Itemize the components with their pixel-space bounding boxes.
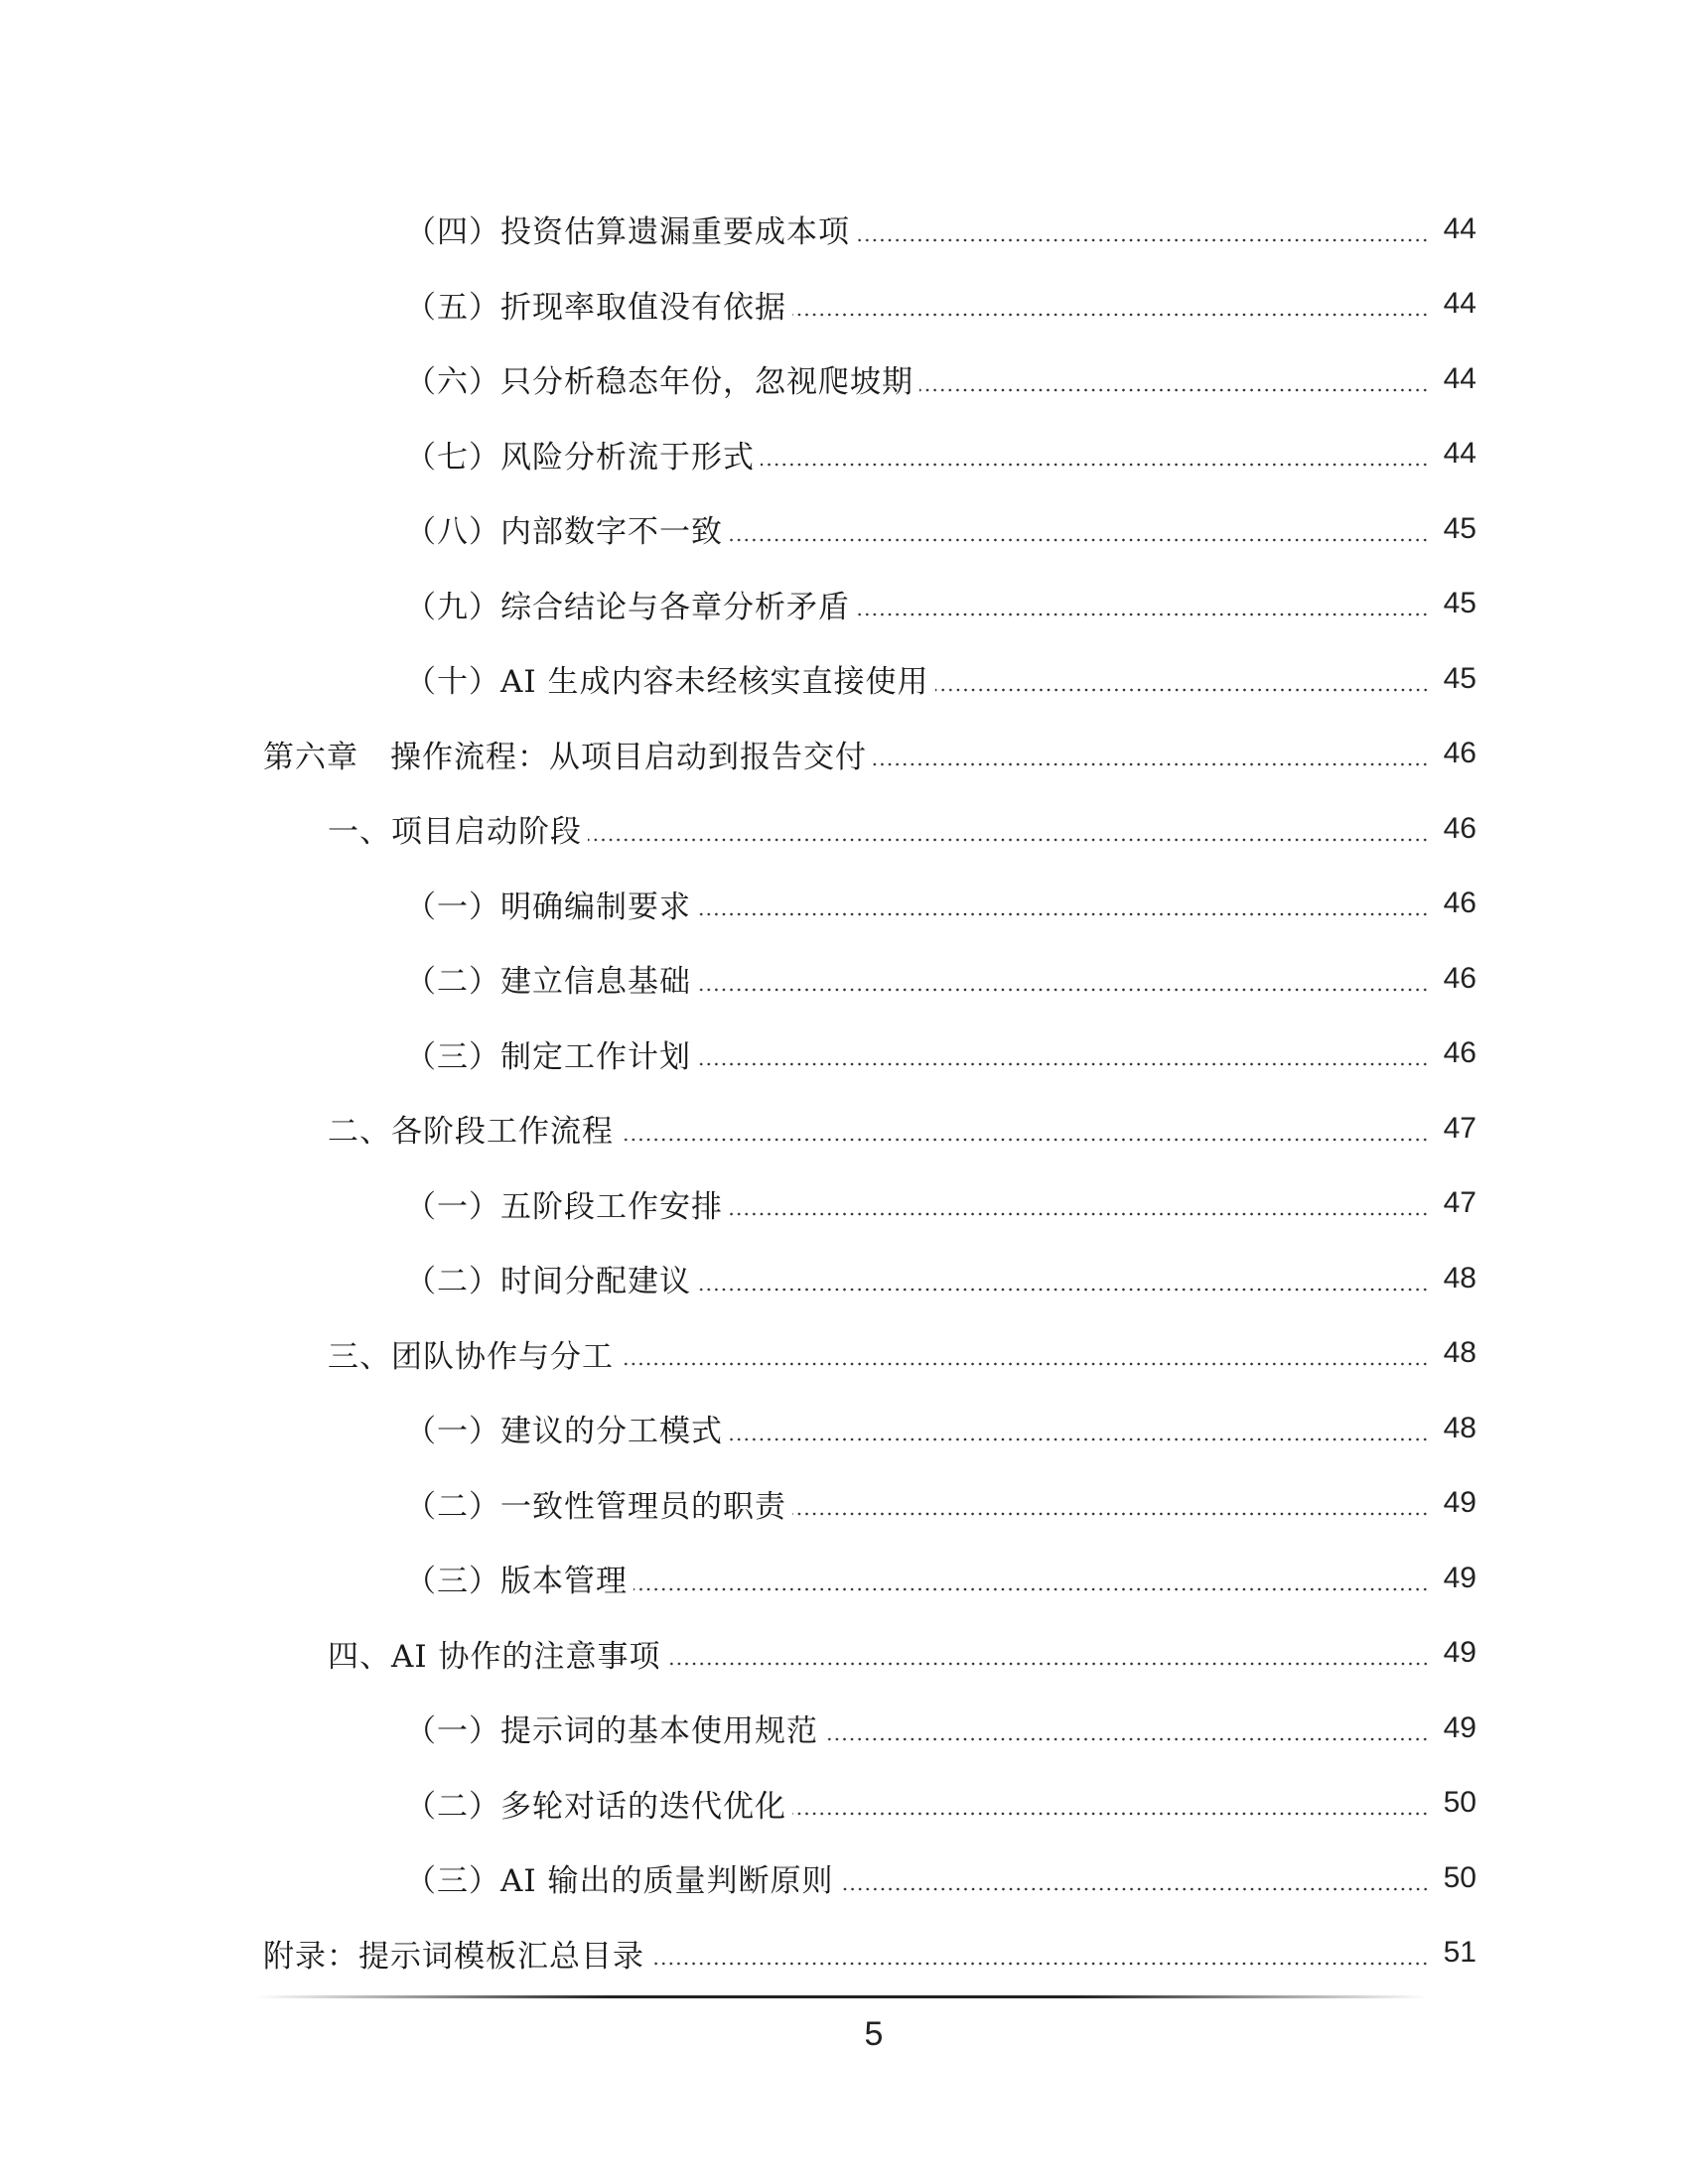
toc-entry-label: （三）AI 输出的质量判断原则 — [405, 1863, 834, 1900]
toc-entry-label: （二）一致性管理员的职责 — [405, 1488, 786, 1525]
toc-entry-part-1-item-1[interactable] — [0, 867, 1688, 942]
dot-leader — [840, 1887, 1430, 1891]
toc-entry-part-2-item-2[interactable] — [0, 1241, 1688, 1316]
toc-entry-label: 附录：提示词模板汇总目录 — [263, 1938, 644, 1975]
toc-entry-page-number: 44 — [1443, 287, 1477, 321]
toc-entry-label: （一）明确编制要求 — [405, 888, 691, 925]
toc-entry-page-number: 49 — [1443, 1710, 1477, 1744]
footer-divider — [256, 1995, 1428, 1998]
toc-entry-label: （三）制定工作计划 — [405, 1038, 691, 1075]
toc-entry-page-number: 46 — [1443, 1036, 1477, 1070]
page-number: 5 — [864, 2015, 884, 2053]
toc-entry-part-3[interactable] — [0, 1316, 1688, 1392]
toc-entry-appendix[interactable] — [0, 1916, 1688, 1991]
toc-entry-page-number: 45 — [1443, 661, 1477, 695]
toc-entry-part-1-item-2[interactable] — [0, 941, 1688, 1017]
toc-entry-part-4-item-3[interactable] — [0, 1841, 1688, 1916]
toc-entry-label: （四）投资估算遗漏重要成本项 — [405, 214, 850, 251]
toc-entry-page-number: 47 — [1443, 1111, 1477, 1145]
dot-leader — [729, 1212, 1429, 1216]
toc-entry-label: （二）时间分配建议 — [405, 1264, 691, 1300]
dot-leader — [697, 988, 1429, 992]
toc-entry-page-number: 46 — [1443, 737, 1477, 770]
toc-entry-label: （十）AI 生成内容未经核实直接使用 — [405, 664, 929, 701]
dot-leader — [729, 1437, 1429, 1441]
dot-leader — [792, 1512, 1429, 1516]
dot-leader — [588, 838, 1429, 842]
toc-entry-page-number: 46 — [1443, 961, 1477, 995]
toc-entry-label: 三、团队协作与分工 — [328, 1338, 614, 1375]
dot-leader — [667, 1662, 1430, 1666]
dot-leader — [620, 1362, 1429, 1366]
dot-leader — [729, 538, 1429, 542]
toc-entry-label: （一）提示词的基本使用规范 — [405, 1713, 818, 1750]
toc-entry-part-2-item-1[interactable] — [0, 1166, 1688, 1242]
toc-entry-page-number: 51 — [1443, 1936, 1477, 1970]
dot-leader — [856, 613, 1429, 616]
dot-leader — [633, 1587, 1429, 1591]
dot-leader — [935, 688, 1430, 692]
toc-entry-page-number: 49 — [1443, 1636, 1477, 1670]
toc-entry-section-7[interactable] — [0, 417, 1688, 492]
toc-entry-label: （一）建议的分工模式 — [405, 1414, 723, 1450]
toc-entry-part-4-item-2[interactable] — [0, 1766, 1688, 1842]
toc-entry-part-3-item-1[interactable] — [0, 1391, 1688, 1466]
toc-entry-page-number: 45 — [1443, 511, 1477, 545]
toc-entry-part-4-item-1[interactable] — [0, 1691, 1688, 1766]
dot-leader — [824, 1737, 1429, 1741]
toc-entry-label: （七）风险分析流于形式 — [405, 439, 755, 476]
toc-entry-page-number: 48 — [1443, 1336, 1477, 1370]
dot-leader — [650, 1962, 1429, 1966]
toc-entry-label: （六）只分析稳态年份，忽视爬坡期 — [405, 364, 914, 401]
toc-entry-page-number: 46 — [1443, 887, 1477, 920]
dot-leader — [697, 1288, 1429, 1292]
toc-entry-part-3-item-2[interactable] — [0, 1466, 1688, 1542]
toc-entry-section-10[interactable] — [0, 641, 1688, 717]
dot-leader — [697, 912, 1429, 916]
toc-entry-chapter-6[interactable] — [0, 717, 1688, 792]
toc-entry-page-number: 44 — [1443, 211, 1477, 245]
toc-entry-label: （二）多轮对话的迭代优化 — [405, 1788, 786, 1825]
toc-entry-label: 一、项目启动阶段 — [328, 814, 582, 851]
toc-entry-part-4[interactable] — [0, 1616, 1688, 1692]
toc-entry-section-5[interactable] — [0, 267, 1688, 342]
toc-entry-page-number: 46 — [1443, 811, 1477, 845]
toc-entry-label: （一）五阶段工作安排 — [405, 1188, 723, 1225]
toc-entry-page-number: 45 — [1443, 587, 1477, 620]
toc-entry-section-4[interactable] — [0, 192, 1688, 267]
toc-entry-page-number: 44 — [1443, 437, 1477, 471]
dot-leader — [761, 463, 1429, 467]
toc-entry-label: 二、各阶段工作流程 — [328, 1114, 614, 1151]
toc-entry-part-3-item-3[interactable] — [0, 1541, 1688, 1616]
dot-leader — [919, 388, 1429, 392]
toc-entry-label: （九）综合结论与各章分析矛盾 — [405, 589, 850, 625]
toc-entry-section-9[interactable] — [0, 567, 1688, 642]
toc-entry-page-number: 49 — [1443, 1486, 1477, 1520]
toc-entry-section-8[interactable] — [0, 491, 1688, 567]
toc-entry-page-number: 50 — [1443, 1786, 1477, 1820]
toc-entry-label: （八）内部数字不一致 — [405, 514, 723, 551]
toc-entry-page-number: 48 — [1443, 1411, 1477, 1444]
toc-entry-section-6[interactable] — [0, 341, 1688, 417]
dot-leader — [856, 238, 1429, 242]
dot-leader — [697, 1062, 1429, 1066]
toc-entry-page-number: 48 — [1443, 1261, 1477, 1295]
toc-entry-label: 第六章 操作流程：从项目启动到报告交付 — [263, 739, 867, 775]
table-of-contents — [0, 192, 1688, 1990]
toc-entry-label: （五）折现率取值没有依据 — [405, 289, 786, 326]
dot-leader — [792, 313, 1429, 317]
dot-leader — [792, 1812, 1429, 1816]
dot-leader — [873, 762, 1429, 766]
toc-entry-label: （二）建立信息基础 — [405, 964, 691, 1001]
toc-entry-page-number: 49 — [1443, 1561, 1477, 1594]
toc-entry-part-2[interactable] — [0, 1091, 1688, 1166]
toc-entry-label: （三）版本管理 — [405, 1564, 628, 1600]
dot-leader — [620, 1138, 1429, 1142]
toc-entry-label: 四、AI 协作的注意事项 — [328, 1638, 661, 1675]
toc-entry-part-1-item-3[interactable] — [0, 1017, 1688, 1092]
toc-entry-page-number: 47 — [1443, 1186, 1477, 1220]
toc-entry-part-1[interactable] — [0, 791, 1688, 867]
toc-entry-page-number: 44 — [1443, 361, 1477, 395]
toc-entry-page-number: 50 — [1443, 1860, 1477, 1894]
